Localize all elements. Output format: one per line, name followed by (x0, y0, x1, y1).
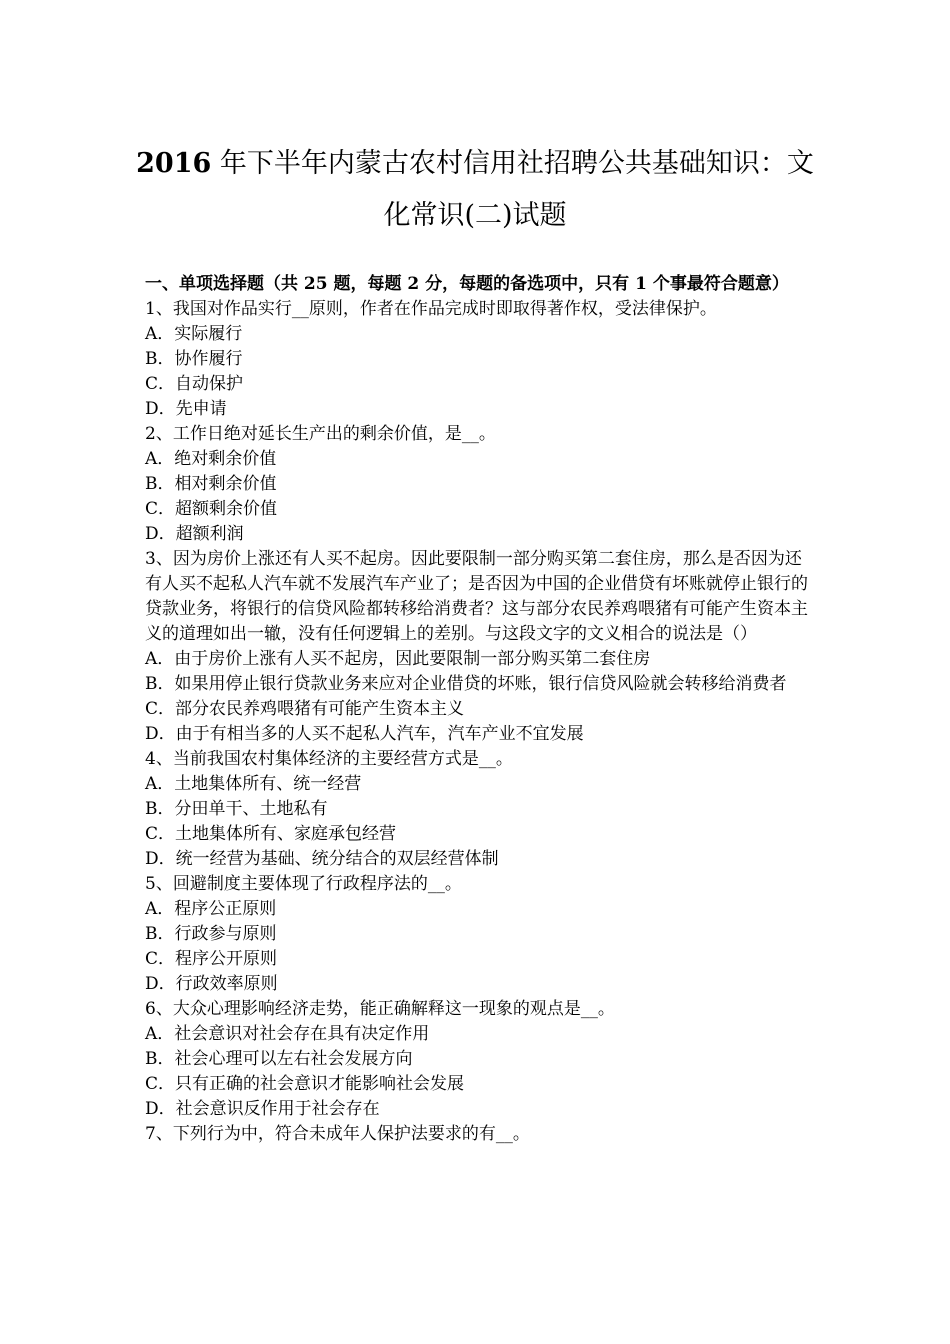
question-item (145, 872, 810, 997)
question-list (145, 297, 810, 1147)
answer-option: A．社会意识对社会存在具有决定作用 (145, 1024, 430, 1044)
title-year: 2016 (136, 148, 212, 179)
question-stem: 2、工作日绝对延长生产出的剩余价值，是__。 (145, 424, 496, 444)
answer-option: A．土地集体所有、统一经营 (145, 774, 362, 794)
question-stem: 6、大众心理影响经济走势，能正确解释这一现象的观点是__。 (145, 999, 615, 1019)
answer-option: B．相对剩余价值 (145, 474, 277, 494)
question-item (145, 997, 810, 1122)
answer-option: B．分田单干、土地私有 (145, 799, 328, 819)
question-item (145, 547, 810, 747)
answer-option: B．协作履行 (145, 349, 243, 369)
answer-option: B．社会心理可以左右社会发展方向 (145, 1049, 413, 1069)
answer-option: C．土地集体所有、家庭承包经营 (145, 824, 397, 844)
answer-option: A．程序公正原则 (145, 899, 277, 919)
section-heading: 一、单项选择题（共 25 题，每题 2 分，每题的备选项中，只有 1 个事最符合题意） (145, 274, 789, 294)
answer-option: A．绝对剩余价值 (145, 449, 277, 469)
title-text: 年下半年内蒙古农村信用社招聘公共基础知识：文化常识(二)试题 (211, 148, 814, 231)
answer-option: D．超额利润 (145, 524, 244, 544)
question-stem: 7、下列行为中，符合未成年人保护法要求的有__。 (145, 1124, 530, 1144)
question-item (145, 1122, 810, 1147)
answer-option: C．自动保护 (145, 374, 244, 394)
question-stem: 5、回避制度主要体现了行政程序法的__。 (145, 874, 462, 894)
answer-option: B．如果用停止银行贷款业务来应对企业借贷的坏账，银行信贷风险就会转移给消费者 (145, 674, 787, 694)
document-body (145, 272, 810, 1147)
answer-option: D．先申请 (145, 399, 227, 419)
question-item (145, 747, 810, 872)
answer-option: B．行政参与原则 (145, 924, 277, 944)
answer-option: A．由于房价上涨有人买不起房，因此要限制一部分购买第二套住房 (145, 649, 651, 669)
answer-option: C．超额剩余价值 (145, 499, 278, 519)
document-title (130, 138, 820, 242)
answer-option: C．程序公开原则 (145, 949, 278, 969)
question-stem: 4、当前我国农村集体经济的主要经营方式是__。 (145, 749, 513, 769)
answer-option: D．由于有相当多的人买不起私人汽车，汽车产业不宜发展 (145, 724, 584, 744)
answer-option: D．社会意识反作用于社会存在 (145, 1099, 380, 1119)
question-stem: 1、我国对作品实行__原则，作者在作品完成时即取得著作权，受法律保护。 (145, 299, 717, 319)
question-item (145, 422, 810, 547)
answer-option: D．统一经营为基础、统分结合的双层经营体制 (145, 849, 499, 869)
answer-option: C．部分农民养鸡喂猪有可能产生资本主义 (145, 699, 465, 719)
question-stem: 3、因为房价上涨还有人买不起房。因此要限制一部分购买第二套住房，那么是否因为还有人买不起私人汽车就不发展汽车产业了；是否因为中国的企业借贷有坏账就停止银行的贷款业务，将银行的信贷风险都转移给消费者？这与部分农民养鸡喂猪有可能产生资本主义的道理如出一辙，没有任何逻辑上的差别。与这段文字的文义相合的说法是（） (145, 549, 808, 644)
question-item (145, 297, 810, 422)
answer-option: A．实际履行 (145, 324, 243, 344)
answer-option: D．行政效率原则 (145, 974, 278, 994)
answer-option: C．只有正确的社会意识才能影响社会发展 (145, 1074, 465, 1094)
